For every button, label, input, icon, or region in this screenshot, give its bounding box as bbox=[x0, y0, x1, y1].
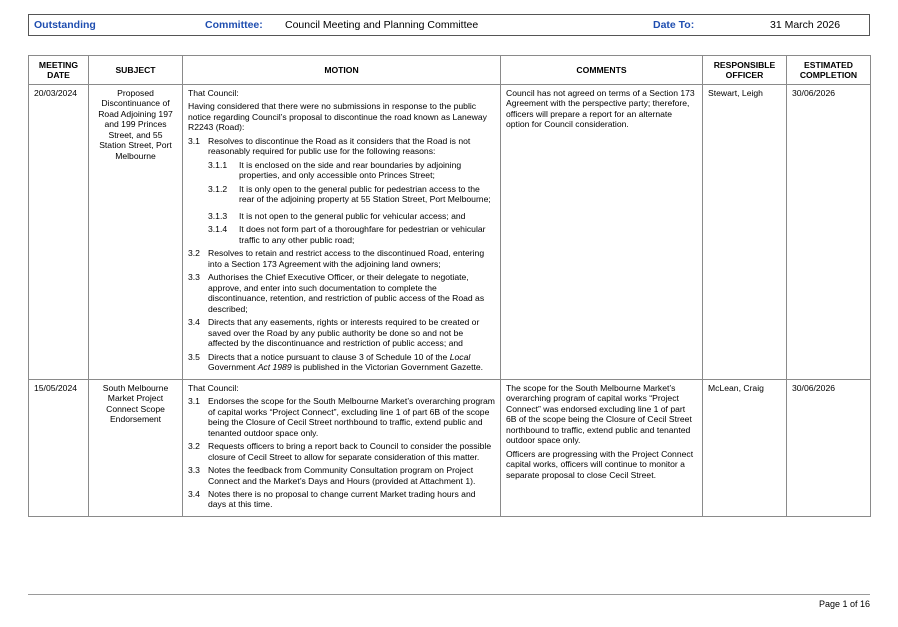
motion-subitem bbox=[208, 184, 495, 205]
subject-cell: South Melbourne Market Project Connect Scope Endorsement bbox=[89, 379, 183, 516]
comment-paragraph: Officers are progressing with the Project Connect capital works, officers will continue to monitor a separate proposal to close Cecil Street. bbox=[506, 448, 694, 480]
responsible-officer-cell: Stewart, Leigh bbox=[703, 85, 787, 380]
motion-item-text: Directs that any easements, rights or interests required to be created or saved over the Road by any public authority be done so and not be affected by the discontinuance and restriction of public access; and bbox=[208, 317, 480, 349]
motion-subitem-number: 3.1.3 bbox=[208, 210, 228, 221]
motion-item-number: 3.3 bbox=[188, 272, 200, 283]
motion-item bbox=[188, 136, 495, 157]
motion-item-text: Resolves to retain and restrict access to the discontinued Road, entering into a Section 173 Agreement with the adjoining land owners; bbox=[208, 248, 485, 269]
motion-item-number: 3.5 bbox=[188, 351, 200, 362]
motion-subitem bbox=[208, 160, 495, 181]
motion-item bbox=[188, 396, 495, 438]
date-to-label: Date To: bbox=[653, 19, 695, 31]
motion-item-text: Resolves to discontinue the Road as it considers that the Road is not reasonably required for public use for the following reasons: bbox=[208, 135, 471, 157]
report-header-bar bbox=[28, 14, 870, 36]
motion-cell bbox=[183, 85, 501, 380]
meeting-date-cell: 20/03/2024 bbox=[29, 85, 89, 380]
motion-intro: That Council: bbox=[188, 382, 239, 393]
motion-subitem bbox=[208, 211, 495, 221]
motion-text-run: is published in the Victorian Government Gazette. bbox=[291, 362, 484, 373]
responsible-officer-cell: McLean, Craig bbox=[703, 379, 787, 516]
motion-cell bbox=[183, 379, 501, 516]
motion-subitem-number: 3.1.1 bbox=[208, 159, 228, 170]
motion-item-text: Authorises the Chief Executive Officer, or their delegate to negotiate, approve, and enter into such documentation to complete the discontinuance, retention, and restriction of public access of the Road as described; bbox=[208, 272, 485, 314]
subject-cell: Proposed Discontinuance of Road Adjoining 197 and 199 Princes Street, and 55 Station Street, Port Melbourne bbox=[89, 85, 183, 380]
motion-subitem-text: It is not open to the general public for vehicular access; and bbox=[239, 210, 466, 221]
footer-divider bbox=[28, 594, 870, 595]
motion-item-text: Notes the feedback from Community Consultation program on Project Connect and the Market’s Days and Hours (provided at Attachment 1). bbox=[208, 465, 476, 486]
outstanding-label: Outstanding bbox=[34, 19, 96, 31]
motion-subitem-text: It does not form part of a thoroughfare for pedestrian or vehicular traffic to any other public road; bbox=[239, 224, 486, 245]
motion-item bbox=[188, 317, 495, 348]
col-header-responsible-officer: RESPONSIBLE OFFICER bbox=[703, 56, 787, 85]
committee-label: Committee: bbox=[205, 19, 263, 31]
page-number: Page 1 of 16 bbox=[818, 599, 870, 609]
col-header-motion: MOTION bbox=[183, 56, 501, 85]
table-row bbox=[29, 85, 871, 380]
table-header-row bbox=[29, 56, 871, 85]
motion-item-number: 3.1 bbox=[188, 396, 200, 407]
date-to-value: 31 March 2026 bbox=[770, 19, 841, 31]
motion-intro: That Council: bbox=[188, 88, 239, 98]
motion-item-text: Notes there is no proposal to change current Market trading hours and days at this time. bbox=[208, 488, 476, 510]
motion-item bbox=[188, 441, 495, 462]
comments-cell bbox=[501, 379, 703, 516]
comment-paragraph: Council has not agreed on terms of a Section 173 Agreement with the perspective party; therefore, officers will prepare a report for an alternate option for Council consideration. bbox=[506, 88, 695, 130]
motion-text-run: Government bbox=[208, 362, 258, 373]
actions-register-table bbox=[28, 55, 871, 517]
motion-subitem-text: It is enclosed on the side and rear boundaries by adjoining properties, and only accessible onto Princes Street; bbox=[239, 159, 462, 181]
motion-preamble: Having considered that there were no submissions in response to the public notice regarding Council’s proposal to discontinue the road known as Laneway R2243 (Road): bbox=[188, 101, 487, 133]
motion-italic-run: Act 1989 bbox=[257, 362, 292, 373]
motion-text-run: Directs that a notice pursuant to clause 3 of Schedule 10 of the bbox=[208, 351, 450, 362]
committee-value: Council Meeting and Planning Committee bbox=[285, 19, 479, 31]
motion-subitem bbox=[208, 224, 495, 245]
motion-item bbox=[188, 489, 495, 510]
motion-item-number: 3.4 bbox=[188, 317, 200, 328]
motion-item bbox=[188, 272, 495, 314]
motion-subitem-text: It is only open to the general public for pedestrian access to the rear of the adjoining property at 55 Station Street, Port Melbourne; bbox=[239, 183, 491, 205]
motion-item-number: 3.1 bbox=[188, 135, 200, 146]
motion-item-text bbox=[208, 352, 495, 373]
estimated-completion-cell: 30/06/2026 bbox=[787, 85, 871, 380]
comments-cell bbox=[501, 85, 703, 380]
motion-item bbox=[188, 352, 495, 373]
col-header-estimated-completion: ESTIMATED COMPLETION bbox=[787, 56, 871, 85]
motion-subitem-number: 3.1.2 bbox=[208, 183, 228, 194]
motion-item-number: 3.4 bbox=[188, 488, 200, 499]
motion-item bbox=[188, 465, 495, 486]
motion-item-number: 3.2 bbox=[188, 248, 200, 259]
motion-item-number: 3.3 bbox=[188, 465, 200, 476]
col-header-subject: SUBJECT bbox=[89, 56, 183, 85]
col-header-comments: COMMENTS bbox=[501, 56, 703, 85]
motion-italic-run: Local bbox=[449, 351, 471, 362]
estimated-completion-cell: 30/06/2026 bbox=[787, 379, 871, 516]
col-header-meeting-date: MEETING DATE bbox=[29, 56, 89, 85]
motion-item bbox=[188, 248, 495, 269]
comment-paragraph: The scope for the South Melbourne Market’s overarching program of capital works “Project Connect” was endorsed excluding line 1 of part 6B of the scope being the Closure of Cecil Street northbound to traffic, extend public and tenanted outdoor space only. bbox=[506, 382, 692, 446]
motion-subitem-number: 3.1.4 bbox=[208, 224, 228, 235]
motion-item-text: Endorses the scope for the South Melbourne Market’s overarching program of capital works “Project Connect”, excluding line 1 of part 6B of the scope being the Closure of Cecil Street northbound to traffic, extend public and tenanted outdoor space only. bbox=[208, 396, 495, 438]
meeting-date-cell: 15/05/2024 bbox=[29, 379, 89, 516]
motion-item-number: 3.2 bbox=[188, 441, 200, 452]
table-row bbox=[29, 379, 871, 516]
motion-item-text: Requests officers to bring a report back to Council to consider the possible closure of Cecil Street to allow for separate consideration of this matter. bbox=[208, 441, 492, 462]
